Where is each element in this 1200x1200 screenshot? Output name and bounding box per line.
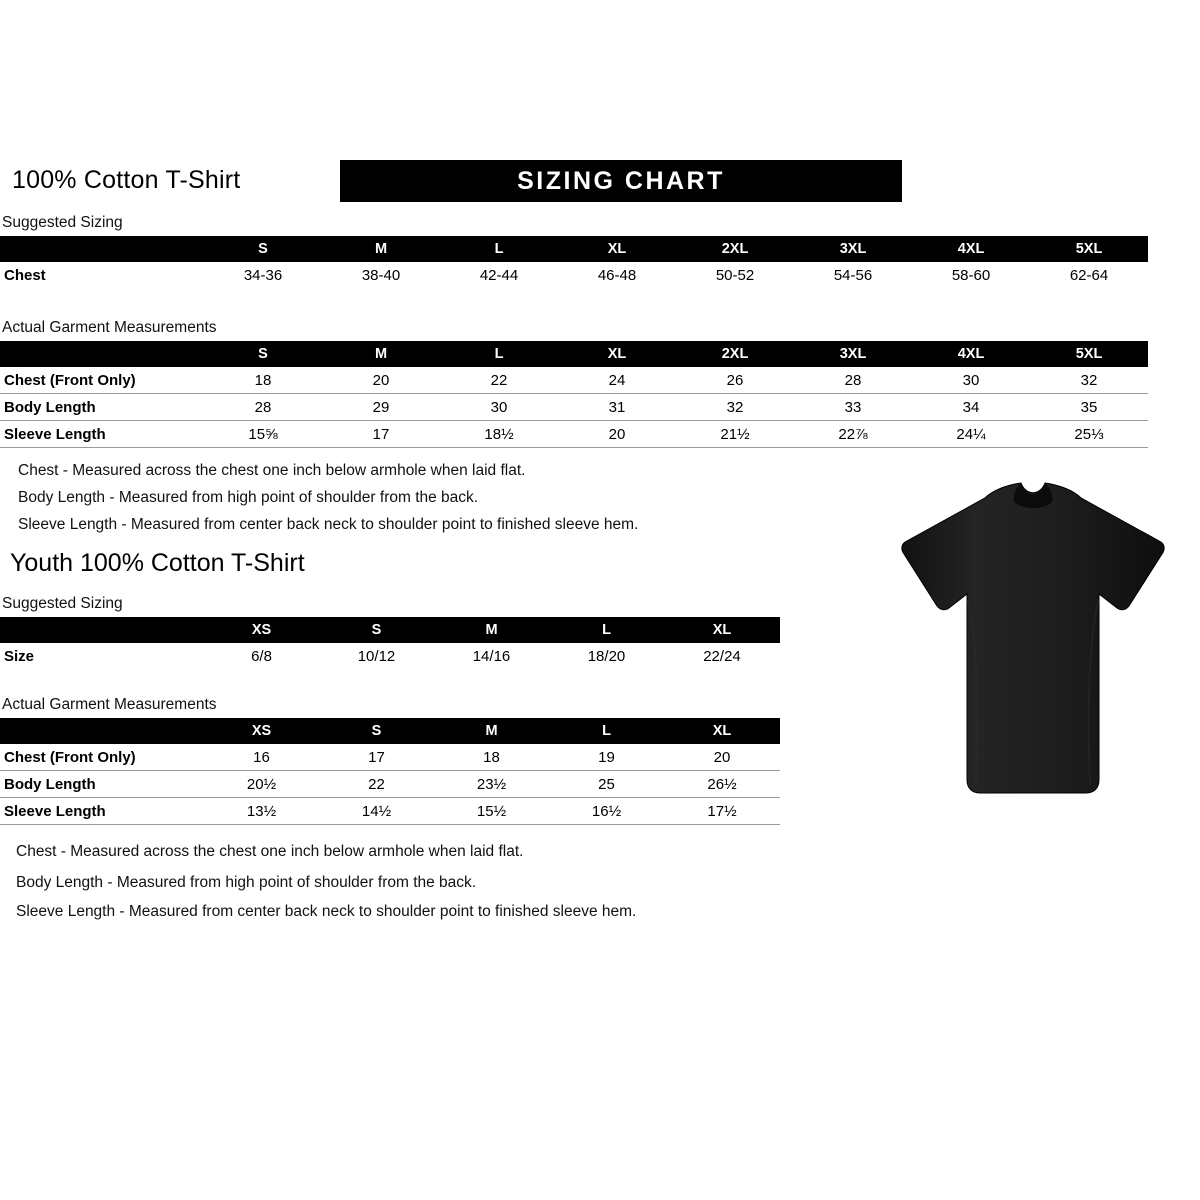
youth-suggested-header-l: L — [549, 617, 664, 643]
adult-actual-cell: 29 — [372, 398, 390, 416]
adult-actual-cell: 35 — [1080, 398, 1098, 416]
adult-actual-cell: 21½ — [720, 425, 750, 443]
youth-suggested-cell: 10/12 — [357, 647, 396, 665]
youth-note-sleeve-length: Sleeve Length - Measured from center back neck to shoulder point to finished sleeve hem. — [16, 903, 637, 920]
table-header-row — [0, 617, 780, 643]
adult-actual-cell: 17 — [372, 425, 390, 443]
adult-actual-header-2xl: 2XL — [676, 341, 794, 367]
adult-actual-cell: 30 — [962, 371, 980, 389]
youth-actual-header-s: S — [319, 718, 434, 744]
table-row — [0, 367, 1148, 394]
adult-actual-row-label: Chest (Front Only) — [4, 371, 136, 389]
youth-actual-cell: 16 — [253, 748, 270, 766]
adult-actual-cell: 22 — [490, 371, 508, 389]
table-row — [0, 262, 1148, 288]
youth-actual-header-m: M — [434, 718, 549, 744]
adult-suggested-cell: 54-56 — [833, 266, 873, 284]
adult-actual-cell: 24¼ — [956, 425, 986, 443]
adult-suggested-header-5xl: 5XL — [1030, 236, 1148, 262]
youth-suggested-sizing-label: Suggested Sizing — [2, 595, 123, 612]
adult-suggested-sizing-label: Suggested Sizing — [2, 214, 123, 231]
youth-actual-cell: 26½ — [707, 775, 737, 793]
youth-actual-cell: 18 — [483, 748, 500, 766]
adult-suggested-cell: 42-44 — [479, 266, 519, 284]
sizing-chart-banner — [340, 160, 902, 202]
adult-actual-cell: 15⅝ — [248, 425, 278, 443]
adult-actual-cell: 24 — [608, 371, 626, 389]
youth-suggested-cell: 18/20 — [587, 647, 626, 665]
tshirt-illustration — [893, 480, 1173, 810]
adult-suggested-cell: 50-52 — [715, 266, 755, 284]
sizing-chart-banner-label: SIZING CHART — [517, 166, 725, 195]
youth-suggested-cell: 6/8 — [251, 647, 272, 665]
adult-actual-cell: 25⅓ — [1074, 425, 1104, 443]
youth-actual-cell: 20 — [713, 748, 731, 766]
adult-actual-cell: 28 — [844, 371, 862, 389]
adult-actual-cell: 32 — [1080, 371, 1098, 389]
youth-actual-cell: 22 — [368, 775, 385, 793]
table-row — [0, 798, 780, 825]
table-row — [0, 421, 1148, 448]
youth-suggested-header-xs: XS — [204, 617, 319, 643]
adult-note-body-length: Body Length - Measured from high point of shoulder from the back. — [18, 489, 479, 506]
adult-actual-header-5xl: 5XL — [1030, 341, 1148, 367]
youth-actual-cell: 25 — [598, 775, 615, 793]
adult-actual-cell: 30 — [490, 398, 508, 416]
youth-note-chest: Chest - Measured across the chest one inch below armhole when laid flat. — [16, 843, 524, 860]
youth-actual-header-l: L — [549, 718, 664, 744]
adult-suggested-cell: 62-64 — [1069, 266, 1109, 284]
adult-actual-cell: 32 — [726, 398, 744, 416]
table-row — [0, 643, 780, 669]
adult-section-title: 100% Cotton T-Shirt — [12, 166, 241, 194]
youth-suggested-row-label: Size — [4, 647, 35, 665]
adult-actual-cell: 18 — [254, 371, 272, 389]
adult-suggested-cell: 38-40 — [361, 266, 401, 284]
adult-suggested-header-label — [0, 236, 204, 262]
adult-note-chest: Chest - Measured across the chest one inch below armhole when laid flat. — [18, 462, 526, 479]
adult-suggested-header-m: M — [322, 236, 440, 262]
youth-actual-cell: 15½ — [476, 802, 507, 820]
adult-suggested-cell: 58-60 — [951, 266, 991, 284]
table-header-row — [0, 718, 780, 744]
youth-actual-cell: 19 — [598, 748, 615, 766]
table-header-row — [0, 236, 1148, 262]
youth-actual-measurements-label: Actual Garment Measurements — [2, 696, 217, 713]
adult-actual-row-label: Body Length — [4, 398, 96, 416]
youth-actual-row-label: Sleeve Length — [4, 802, 106, 820]
table-row — [0, 744, 780, 771]
adult-actual-header-m: M — [322, 341, 440, 367]
table-row — [0, 771, 780, 798]
youth-actual-cell: 17 — [368, 748, 385, 766]
youth-actual-header-xl: XL — [664, 718, 780, 744]
adult-suggested-header-4xl: 4XL — [912, 236, 1030, 262]
youth-suggested-header-xl: XL — [664, 617, 780, 643]
adult-actual-cell: 26 — [726, 371, 744, 389]
adult-suggested-header-s: S — [204, 236, 322, 262]
adult-suggested-cell: 34-36 — [243, 266, 283, 284]
youth-actual-cell: 17½ — [707, 802, 737, 820]
adult-actual-row-label: Sleeve Length — [4, 425, 106, 443]
adult-suggested-header-2xl: 2XL — [676, 236, 794, 262]
youth-suggested-sizing-table — [0, 617, 780, 669]
youth-suggested-cell: 14/16 — [472, 647, 511, 665]
adult-actual-header-4xl: 4XL — [912, 341, 1030, 367]
youth-suggested-header-m: M — [434, 617, 549, 643]
adult-actual-header-xl: XL — [558, 341, 676, 367]
youth-actual-measurements-table — [0, 718, 780, 825]
youth-suggested-header-s: S — [319, 617, 434, 643]
adult-suggested-cell: 46-48 — [597, 266, 637, 284]
adult-suggested-header-xl: XL — [558, 236, 676, 262]
youth-actual-cell: 20½ — [246, 775, 277, 793]
youth-actual-cell: 16½ — [591, 802, 622, 820]
youth-actual-header-label — [0, 718, 204, 744]
adult-actual-header-3xl: 3XL — [794, 341, 912, 367]
youth-actual-cell: 14½ — [361, 802, 392, 820]
youth-suggested-header-label — [0, 617, 204, 643]
adult-note-sleeve-length: Sleeve Length - Measured from center back neck to shoulder point to finished sleeve hem. — [18, 516, 639, 533]
table-row — [0, 394, 1148, 421]
table-header-row — [0, 341, 1148, 367]
adult-actual-cell: 18½ — [484, 425, 514, 443]
youth-note-body-length: Body Length - Measured from high point of shoulder from the back. — [16, 874, 477, 891]
adult-suggested-row-label: Chest — [4, 266, 46, 284]
adult-actual-cell: 20 — [608, 425, 626, 443]
adult-actual-measurements-table — [0, 341, 1148, 448]
adult-actual-cell: 31 — [608, 398, 626, 416]
adult-actual-cell: 28 — [254, 398, 272, 416]
adult-actual-header-l: L — [440, 341, 558, 367]
adult-actual-header-label — [0, 341, 204, 367]
adult-actual-measurements-label: Actual Garment Measurements — [2, 319, 217, 336]
youth-actual-cell: 13½ — [246, 802, 277, 820]
adult-actual-cell: 22⅞ — [838, 425, 868, 443]
youth-section-title: Youth 100% Cotton T-Shirt — [10, 549, 305, 577]
adult-actual-cell: 20 — [372, 371, 390, 389]
adult-suggested-header-l: L — [440, 236, 558, 262]
youth-actual-row-label: Body Length — [4, 775, 96, 793]
adult-suggested-sizing-table — [0, 236, 1148, 288]
youth-actual-row-label: Chest (Front Only) — [4, 748, 136, 766]
adult-actual-header-s: S — [204, 341, 322, 367]
adult-actual-cell: 33 — [844, 398, 862, 416]
youth-actual-cell: 23½ — [476, 775, 507, 793]
youth-actual-header-xs: XS — [204, 718, 319, 744]
youth-suggested-cell: 22/24 — [703, 647, 741, 665]
adult-actual-cell: 34 — [962, 398, 980, 416]
adult-suggested-header-3xl: 3XL — [794, 236, 912, 262]
